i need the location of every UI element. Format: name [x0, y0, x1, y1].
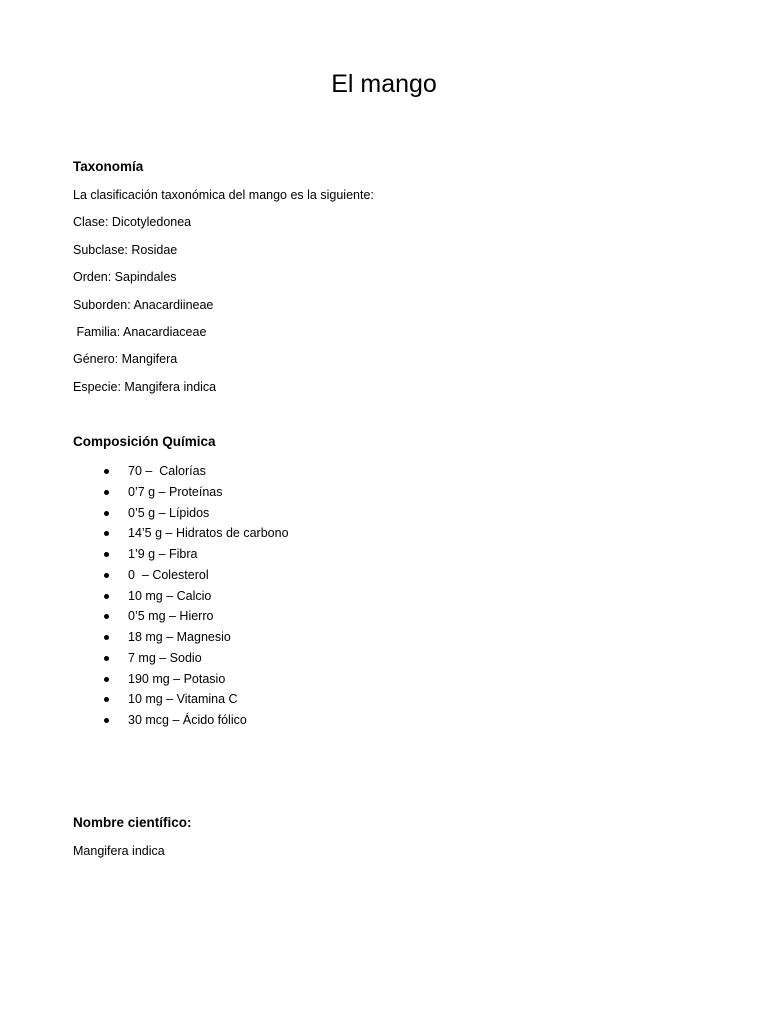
- scientific-name-value: Mangifera indica: [73, 844, 165, 858]
- page-title: El mango: [331, 70, 437, 98]
- taxonomy-intro: La clasificación taxonómica del mango es la siguiente:: [73, 188, 374, 202]
- list-item: 1’9 g – Fibra: [0, 545, 768, 566]
- bullet-icon: [104, 531, 109, 536]
- bullet-icon: [104, 469, 109, 474]
- bullet-icon: [104, 552, 109, 557]
- list-item: 30 mcg – Ácido fólico: [0, 711, 768, 732]
- taxonomy-line-orden: Orden: Sapindales: [73, 270, 177, 284]
- taxonomy-line-clase: Clase: Dicotyledonea: [73, 215, 192, 229]
- list-item: 70 – Calorías: [0, 462, 768, 483]
- taxonomy-line-subclase: Subclase: Rosidae: [73, 243, 178, 257]
- list-item: 0 – Colesterol: [0, 566, 768, 587]
- list-item: 10 mg – Calcio: [0, 587, 768, 608]
- list-item: 190 mg – Potasio: [0, 670, 768, 691]
- composition-heading: Composición Química: [73, 434, 216, 449]
- bullet-icon: [104, 614, 109, 619]
- list-item: 14’5 g – Hidratos de carbono: [0, 524, 768, 545]
- taxonomy-heading: Taxonomía: [73, 159, 144, 174]
- taxonomy-line-especie: Especie: Mangifera indica: [73, 380, 217, 394]
- bullet-icon: [104, 490, 109, 495]
- bullet-icon: [104, 718, 109, 723]
- list-item: 0’7 g – Proteínas: [0, 483, 768, 504]
- list-item: 18 mg – Magnesio: [0, 628, 768, 649]
- bullet-icon: [104, 656, 109, 661]
- taxonomy-line-suborden: Suborden: Anacardiineae: [73, 298, 214, 312]
- bullet-icon: [104, 573, 109, 578]
- list-item: 0’5 mg – Hierro: [0, 607, 768, 628]
- list-item: 7 mg – Sodio: [0, 649, 768, 670]
- bullet-icon: [104, 635, 109, 640]
- composition-list: [0, 462, 768, 732]
- bullet-icon: [104, 594, 109, 599]
- bullet-icon: [104, 697, 109, 702]
- list-item: 10 mg – Vitamina C: [0, 690, 768, 711]
- scientific-name-heading: Nombre científico:: [73, 815, 192, 830]
- list-item: 0’5 g – Lípidos: [0, 504, 768, 525]
- bullet-icon: [104, 677, 109, 682]
- bullet-icon: [104, 511, 109, 516]
- taxonomy-line-genero: Género: Mangifera: [73, 352, 178, 366]
- taxonomy-line-familia: Familia: Anacardiaceae: [73, 325, 207, 339]
